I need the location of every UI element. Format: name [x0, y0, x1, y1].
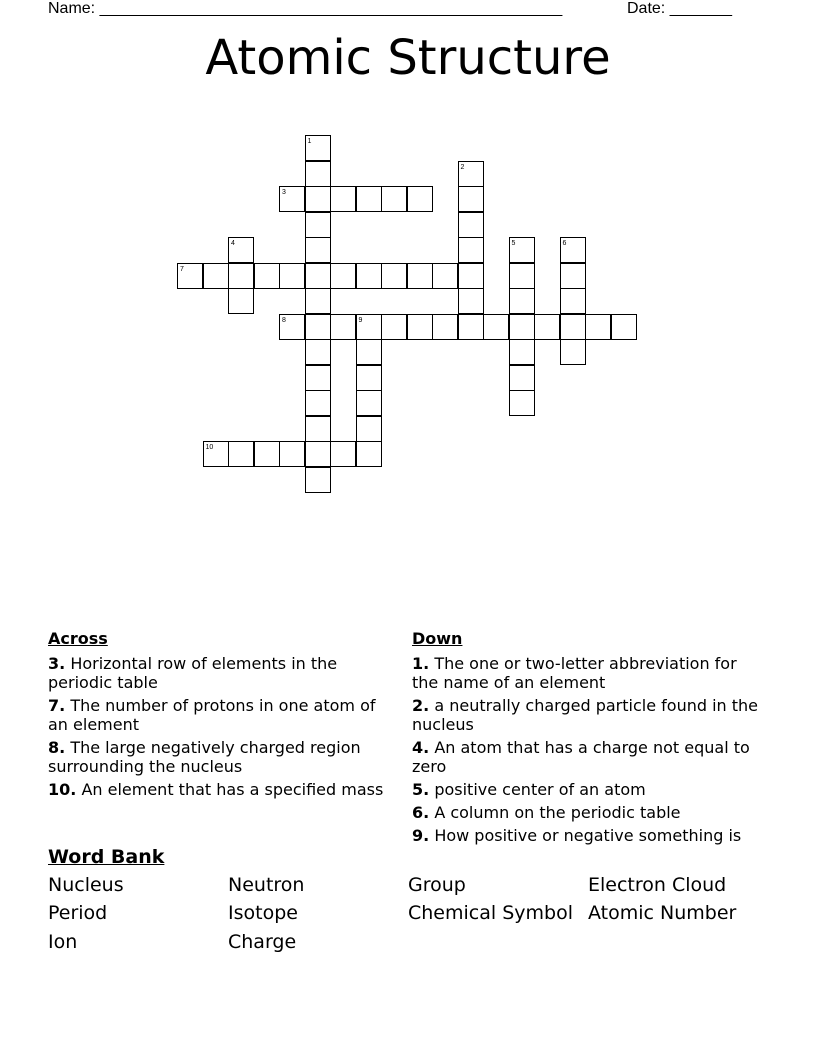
crossword-cell[interactable] — [560, 263, 586, 289]
down-clue-4: 4. An atom that has a charge not equal to zero — [412, 738, 750, 776]
crossword-cell[interactable] — [458, 288, 484, 314]
crossword-cell[interactable] — [305, 441, 331, 467]
word-bank-item: Neutron — [228, 874, 305, 896]
crossword-cell[interactable] — [407, 263, 433, 289]
crossword-cell[interactable] — [458, 161, 484, 187]
down-clues — [412, 628, 762, 849]
across-clue-10: 10. An element that has a specified mass — [48, 780, 384, 799]
word-bank-item: Atomic Number — [588, 902, 737, 924]
crossword-cell[interactable] — [458, 263, 484, 289]
down-clue-2: 2. a neutrally charged particle found in the nucleus — [412, 696, 759, 734]
crossword-cell[interactable] — [305, 416, 331, 442]
crossword-cell[interactable] — [458, 237, 484, 263]
crossword-cell[interactable] — [254, 263, 280, 289]
crossword-cell[interactable] — [330, 263, 356, 289]
crossword-cell[interactable] — [305, 237, 331, 263]
crossword-cell[interactable] — [279, 263, 305, 289]
across-clue-8: 8. The large negatively charged region surrounding the nucleus — [48, 738, 361, 776]
crossword-cell[interactable] — [305, 339, 331, 365]
crossword-cell[interactable] — [458, 212, 484, 238]
crossword-cell[interactable] — [509, 288, 535, 314]
clue-number: 7 — [180, 265, 184, 273]
crossword-cell[interactable] — [356, 365, 382, 391]
word-bank-heading: Word Bank — [48, 846, 165, 868]
down-clue-5: 5. positive center of an atom — [412, 780, 646, 799]
date-field: Date: _______ — [627, 0, 732, 17]
crossword-cell[interactable] — [254, 441, 280, 467]
word-bank-item: Group — [408, 874, 466, 896]
crossword-cell[interactable] — [458, 314, 484, 340]
crossword-cell[interactable] — [585, 314, 611, 340]
crossword-cell[interactable] — [305, 390, 331, 416]
clue-number: 1 — [307, 138, 312, 145]
word-bank-item: Nucleus — [48, 874, 124, 896]
crossword-cell[interactable] — [305, 365, 331, 391]
word-bank-item: Isotope — [228, 902, 298, 924]
crossword-cell[interactable] — [279, 314, 305, 340]
clue-number: 8 — [282, 316, 286, 324]
crossword-cell[interactable] — [509, 314, 535, 340]
clue-number: 2 — [460, 163, 465, 171]
crossword-cell[interactable] — [509, 237, 535, 263]
crossword-cell[interactable] — [305, 263, 331, 289]
crossword-cell[interactable] — [509, 339, 535, 365]
crossword-cell[interactable] — [509, 263, 535, 289]
word-bank-item: Charge — [228, 931, 297, 953]
clue-number: 3 — [282, 189, 286, 196]
word-bank-item: Period — [48, 902, 108, 924]
crossword-cell[interactable] — [381, 186, 407, 212]
word-bank-item: Electron Cloud — [588, 874, 727, 896]
down-heading: Down — [412, 629, 463, 648]
crossword-cell[interactable] — [305, 161, 331, 187]
page-title: Atomic Structure — [205, 30, 611, 86]
across-clue-7: 7. The number of protons in one atom of an element — [48, 696, 376, 734]
crossword-cell[interactable] — [356, 314, 382, 340]
down-clue-1: 1. The one or two-letter abbreviation for the name of an element — [412, 654, 737, 692]
crossword-cell[interactable] — [305, 467, 331, 493]
crossword-cell[interactable] — [305, 212, 331, 238]
word-bank-item: Chemical Symbol — [408, 902, 573, 924]
crossword-cell[interactable] — [356, 339, 382, 365]
crossword-cell[interactable] — [228, 441, 254, 467]
clue-number: 6 — [562, 240, 567, 247]
down-clue-9: 9. How positive or negative something is — [412, 826, 742, 845]
crossword-cell[interactable] — [483, 314, 509, 340]
crossword-cell[interactable] — [458, 186, 484, 212]
crossword-cell[interactable] — [509, 390, 535, 416]
crossword-cell[interactable] — [356, 441, 382, 467]
crossword-cell[interactable] — [611, 314, 637, 340]
crossword-cell[interactable] — [305, 135, 331, 161]
crossword-cell[interactable] — [330, 186, 356, 212]
crossword-cell[interactable] — [509, 365, 535, 391]
clue-number: 5 — [511, 240, 516, 247]
across-clue-3: 3. Horizontal row of elements in the periodic table — [48, 654, 338, 692]
crossword-cell[interactable] — [203, 441, 229, 467]
crossword-grid — [0, 0, 816, 520]
crossword-cell[interactable] — [432, 263, 458, 289]
down-clue-6: 6. A column on the periodic table — [412, 803, 681, 822]
crossword-cell[interactable] — [330, 441, 356, 467]
crossword-cell[interactable] — [356, 416, 382, 442]
crossword-cell[interactable] — [356, 186, 382, 212]
clue-number: 4 — [231, 240, 235, 247]
crossword-cell[interactable] — [305, 314, 331, 340]
crossword-cell[interactable] — [356, 390, 382, 416]
crossword-cell[interactable] — [560, 314, 586, 340]
crossword-cell[interactable] — [407, 314, 433, 340]
crossword-cell[interactable] — [356, 263, 382, 289]
name-field: Name: ____________________________________________________ — [48, 0, 563, 17]
across-heading: Across — [48, 629, 108, 648]
crossword-cell[interactable] — [228, 263, 254, 289]
clue-number: 9 — [358, 316, 363, 324]
crossword-cell[interactable] — [305, 186, 331, 212]
crossword-cell[interactable] — [560, 288, 586, 314]
crossword-cell[interactable] — [279, 186, 305, 212]
crossword-cell[interactable] — [228, 237, 254, 263]
crossword-cell[interactable] — [228, 288, 254, 314]
across-clues — [48, 628, 398, 803]
crossword-cell[interactable] — [407, 186, 433, 212]
crossword-cell[interactable] — [279, 441, 305, 467]
crossword-cell[interactable] — [305, 288, 331, 314]
crossword-cell[interactable] — [381, 314, 407, 340]
crossword-cell[interactable] — [432, 314, 458, 340]
crossword-cell[interactable] — [381, 263, 407, 289]
crossword-cell[interactable] — [203, 263, 229, 289]
word-bank-item: Ion — [48, 931, 78, 953]
crossword-cell[interactable] — [560, 339, 586, 365]
clue-number: 10 — [205, 444, 214, 451]
crossword-cell[interactable] — [560, 237, 586, 263]
crossword-cell[interactable] — [177, 263, 203, 289]
crossword-cell[interactable] — [534, 314, 560, 340]
crossword-cell[interactable] — [330, 314, 356, 340]
